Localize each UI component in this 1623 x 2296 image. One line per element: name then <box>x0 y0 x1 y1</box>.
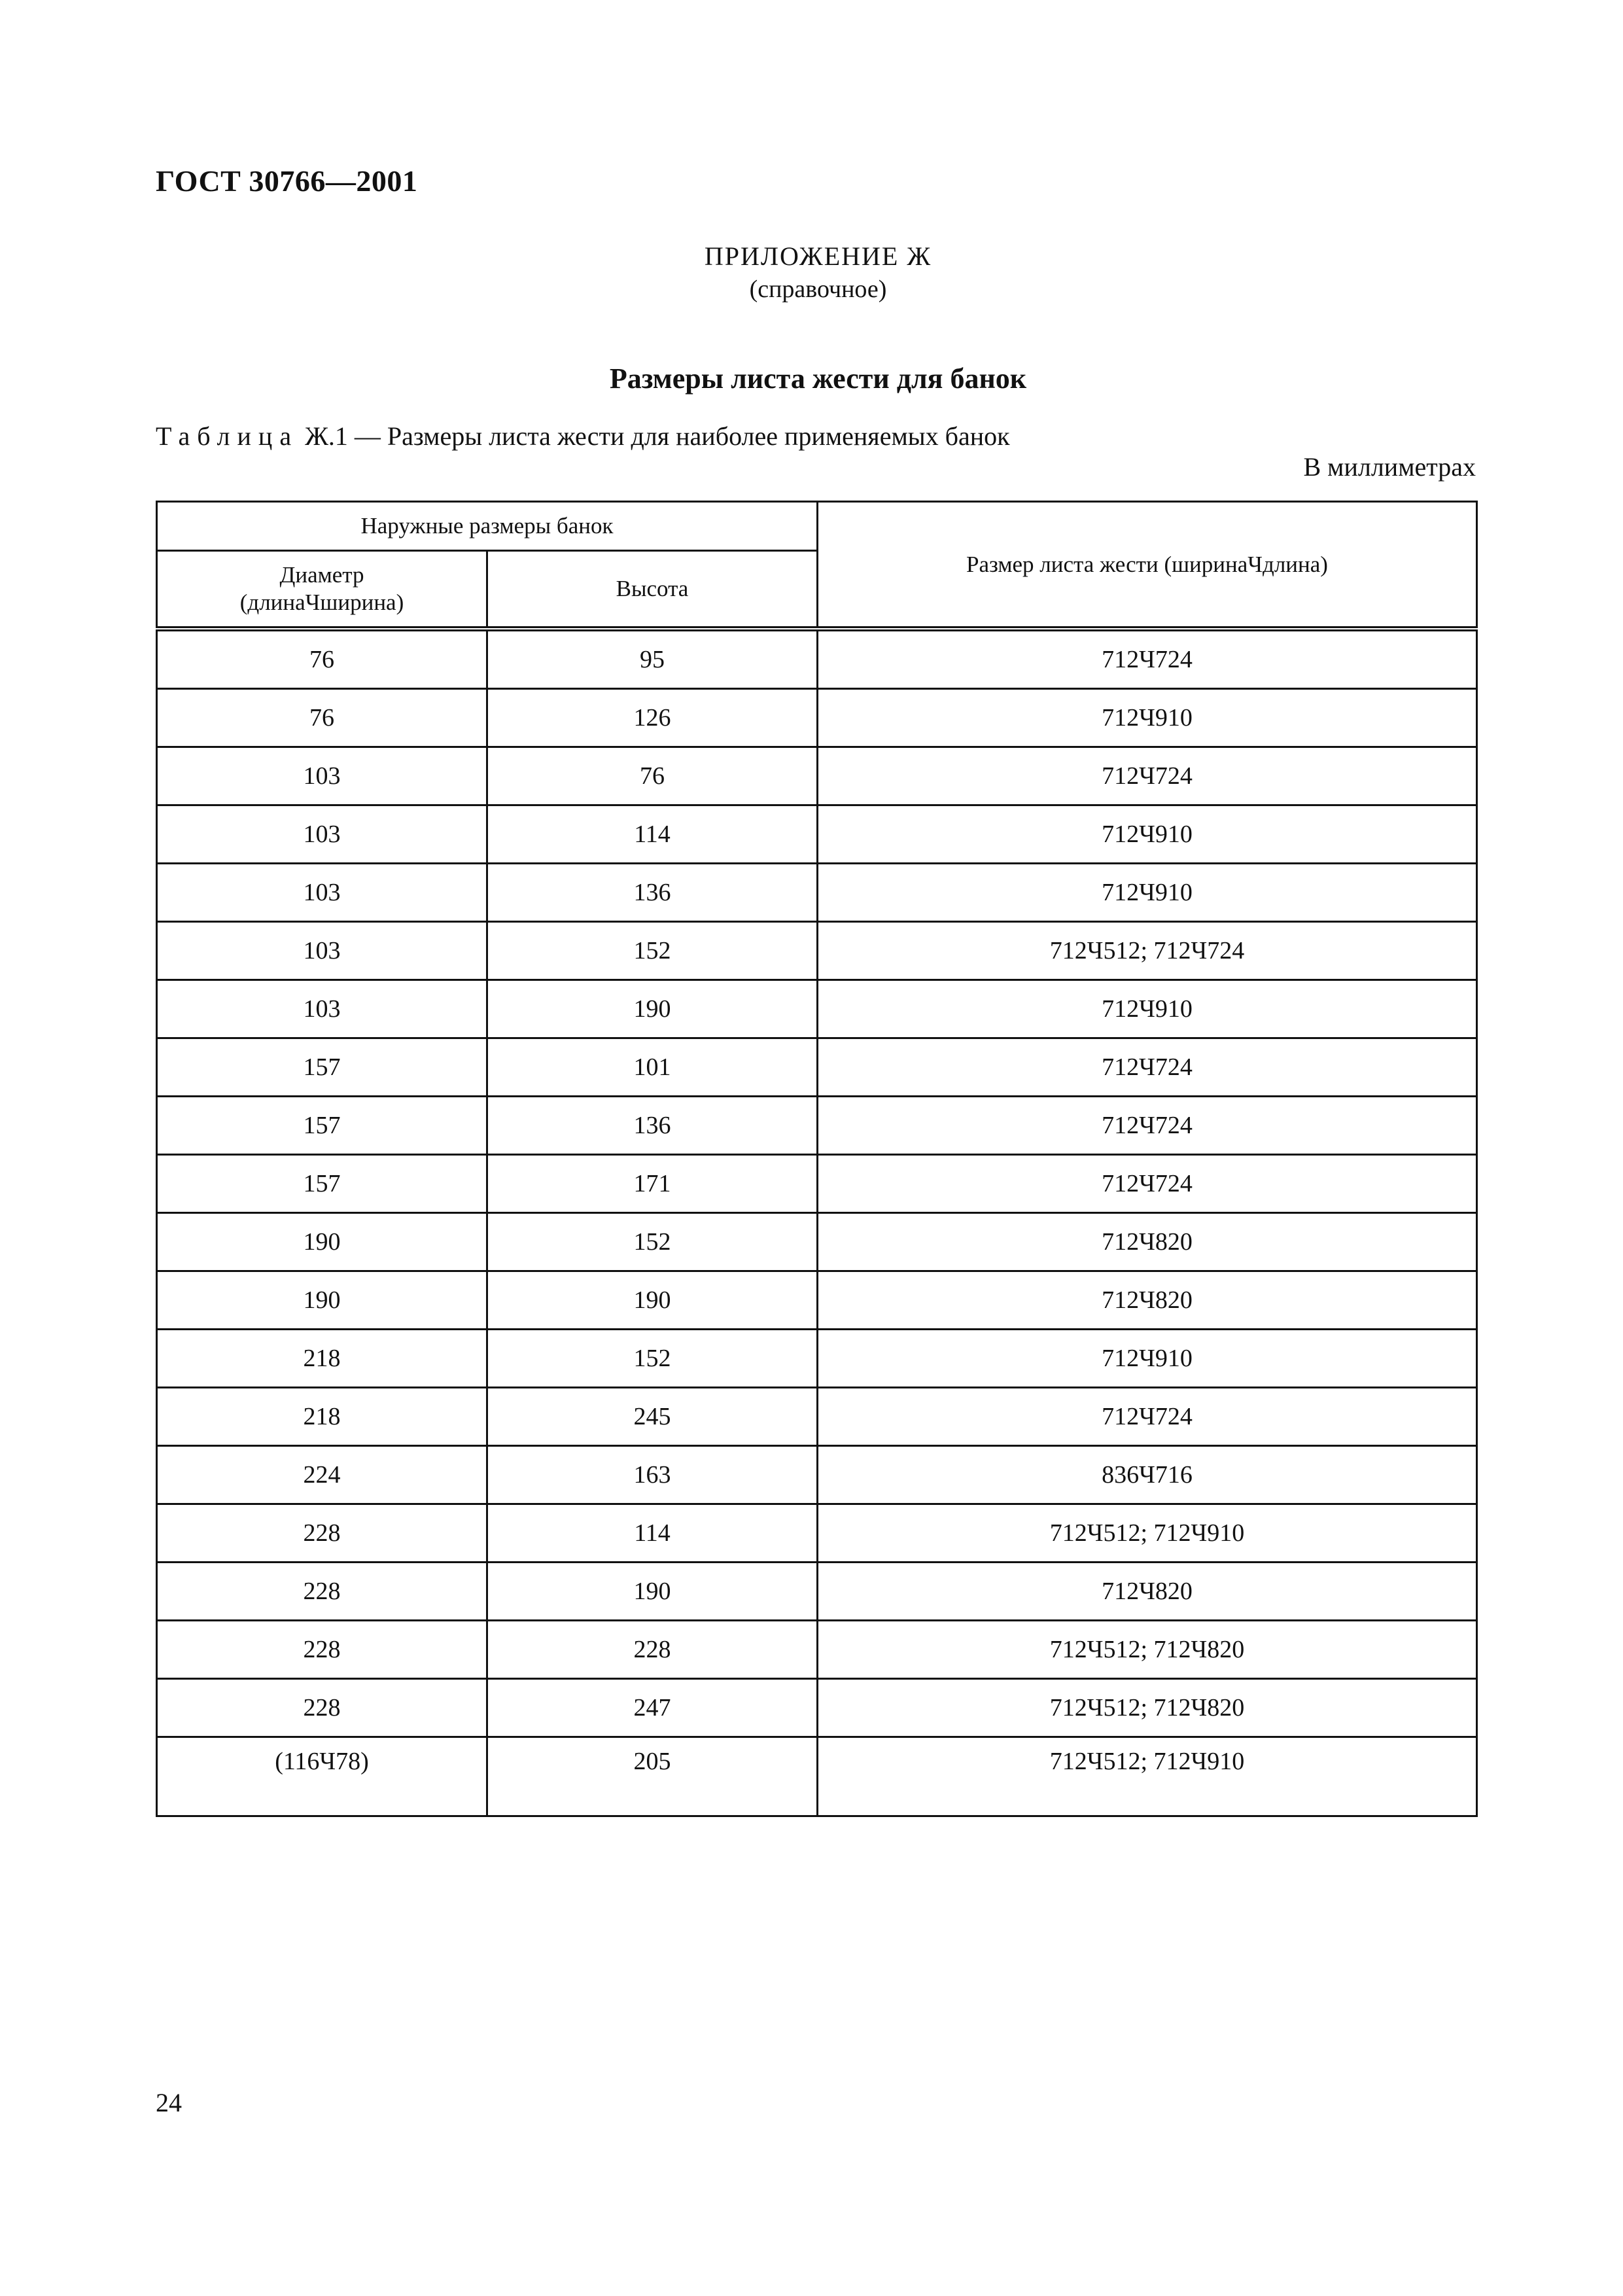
cell-height: 114 <box>487 1504 818 1563</box>
cell-diameter: 157 <box>157 1155 487 1213</box>
cell-sheet-size: 712Ч820 <box>818 1563 1477 1621</box>
cell-sheet-size: 836Ч716 <box>818 1446 1477 1504</box>
table-row <box>157 1621 1477 1679</box>
table-row <box>157 629 1477 689</box>
cell-sheet-size: 712Ч512; 712Ч820 <box>818 1679 1477 1737</box>
cell-height: 247 <box>487 1679 818 1737</box>
table-row <box>157 1038 1477 1097</box>
cell-diameter: 76 <box>157 689 487 747</box>
table-row <box>157 1213 1477 1271</box>
table-row <box>157 1388 1477 1446</box>
header-height: Высота <box>487 551 818 629</box>
cell-diameter: 224 <box>157 1446 487 1504</box>
cell-height: 152 <box>487 1213 818 1271</box>
cell-height: 245 <box>487 1388 818 1446</box>
table-caption-text: Ж.1 — Размеры листа жести для наиболее применяемых банок <box>305 421 1010 451</box>
table-row <box>157 1563 1477 1621</box>
cell-sheet-size: 712Ч910 <box>818 864 1477 922</box>
cell-diameter: 218 <box>157 1388 487 1446</box>
table-row <box>157 922 1477 980</box>
cell-height: 152 <box>487 922 818 980</box>
cell-sheet-size: 712Ч910 <box>818 805 1477 864</box>
cell-diameter: 103 <box>157 922 487 980</box>
table-row <box>157 1737 1477 1816</box>
table-row <box>157 1679 1477 1737</box>
cell-height: 205 <box>487 1737 818 1816</box>
table-row <box>157 805 1477 864</box>
cell-diameter: 103 <box>157 864 487 922</box>
table-row <box>157 1271 1477 1330</box>
sheet-size-table <box>156 501 1478 1817</box>
cell-diameter: 190 <box>157 1213 487 1271</box>
cell-height: 114 <box>487 805 818 864</box>
cell-sheet-size: 712Ч724 <box>818 1388 1477 1446</box>
cell-sheet-size: 712Ч820 <box>818 1271 1477 1330</box>
table-row <box>157 864 1477 922</box>
appendix-title: ПРИЛОЖЕНИЕ Ж <box>704 241 932 271</box>
cell-height: 76 <box>487 747 818 805</box>
cell-sheet-size: 712Ч724 <box>818 1038 1477 1097</box>
cell-height: 136 <box>487 864 818 922</box>
cell-diameter: 228 <box>157 1621 487 1679</box>
cell-height: 228 <box>487 1621 818 1679</box>
header-outer-dimensions: Наружные размеры банок <box>157 502 818 551</box>
document-code: ГОСТ 30766—2001 <box>156 164 418 198</box>
cell-diameter: 228 <box>157 1563 487 1621</box>
table-units-note: В миллиметрах <box>1303 452 1476 482</box>
cell-sheet-size: 712Ч724 <box>818 1097 1477 1155</box>
cell-diameter: 103 <box>157 747 487 805</box>
cell-sheet-size: 712Ч512; 712Ч910 <box>818 1737 1477 1816</box>
cell-height: 136 <box>487 1097 818 1155</box>
table-row <box>157 747 1477 805</box>
cell-diameter: 76 <box>157 629 487 689</box>
table-row <box>157 1155 1477 1213</box>
cell-height: 152 <box>487 1330 818 1388</box>
header-diameter-line1: Диаметр <box>279 562 364 588</box>
cell-diameter: 218 <box>157 1330 487 1388</box>
cell-sheet-size: 712Ч724 <box>818 629 1477 689</box>
header-diameter <box>157 551 487 629</box>
cell-height: 190 <box>487 980 818 1038</box>
table-row <box>157 689 1477 747</box>
cell-sheet-size: 712Ч512; 712Ч910 <box>818 1504 1477 1563</box>
cell-height: 101 <box>487 1038 818 1097</box>
table-caption <box>156 421 1010 451</box>
cell-height: 171 <box>487 1155 818 1213</box>
section-title: Размеры листа жести для банок <box>609 362 1027 395</box>
table-row <box>157 1330 1477 1388</box>
cell-diameter: 228 <box>157 1679 487 1737</box>
cell-height: 163 <box>487 1446 818 1504</box>
cell-height: 95 <box>487 629 818 689</box>
cell-height: 190 <box>487 1563 818 1621</box>
table-row <box>157 1504 1477 1563</box>
cell-diameter: 157 <box>157 1038 487 1097</box>
table-row <box>157 1446 1477 1504</box>
cell-diameter: 103 <box>157 805 487 864</box>
cell-sheet-size: 712Ч820 <box>818 1213 1477 1271</box>
cell-diameter: 228 <box>157 1504 487 1563</box>
cell-diameter: 157 <box>157 1097 487 1155</box>
cell-sheet-size: 712Ч910 <box>818 980 1477 1038</box>
cell-sheet-size: 712Ч910 <box>818 689 1477 747</box>
table-row <box>157 1097 1477 1155</box>
table-caption-label: Таблица <box>156 421 299 451</box>
cell-diameter: 103 <box>157 980 487 1038</box>
appendix-subtitle: (справочное) <box>749 275 887 303</box>
cell-height: 126 <box>487 689 818 747</box>
cell-sheet-size: 712Ч724 <box>818 1155 1477 1213</box>
cell-diameter: (116Ч78) <box>157 1737 487 1816</box>
cell-height: 190 <box>487 1271 818 1330</box>
header-diameter-line2: (длинаЧширина) <box>239 590 404 615</box>
cell-sheet-size: 712Ч724 <box>818 747 1477 805</box>
header-sheet-size: Размер листа жести (ширинаЧдлина) <box>818 502 1477 629</box>
table-row <box>157 980 1477 1038</box>
page-number: 24 <box>156 2088 182 2117</box>
cell-diameter: 190 <box>157 1271 487 1330</box>
cell-sheet-size: 712Ч910 <box>818 1330 1477 1388</box>
cell-sheet-size: 712Ч512; 712Ч724 <box>818 922 1477 980</box>
table-body <box>157 629 1477 1816</box>
cell-sheet-size: 712Ч512; 712Ч820 <box>818 1621 1477 1679</box>
